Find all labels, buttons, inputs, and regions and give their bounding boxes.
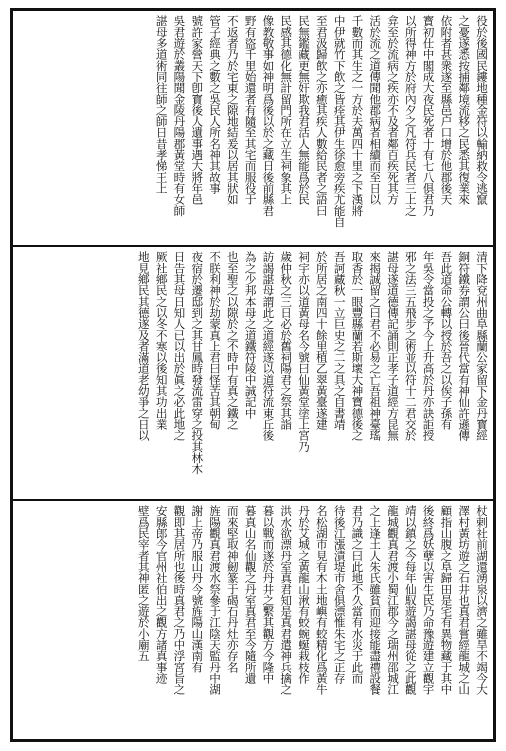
text-column: 後終爲妖孽以害生民乃命豫遊建立觀宇 [421, 505, 436, 695]
text-column: 之憂遂悉按捕鄰境流移之民悉其復業來 [457, 15, 472, 205]
text-column: 來揭誠留之曰君不必易之亡吾祖神臺瑤 [368, 251, 383, 441]
text-column: 清下降兗州曲阜縣蘭公家留下金丹寳經 [475, 251, 489, 441]
text-column: 不返者乃於宅東之隙地結爰以居其狀如 [225, 15, 240, 205]
text-column: 千數而其生之一方於夫萬四十里之下漢將 [350, 15, 365, 216]
text-column: 旌陽觀真君渡水祭參于江陰天監丹中湖 [208, 505, 223, 695]
text-column: 吾訶藏秋一立巨史之二之具之自書靖 [332, 251, 347, 430]
text-column: 暮以戰而遂於丹井之繫其觀方今隆中 [261, 505, 276, 684]
text-column: 丹於艾城之黃龍山湫有蛟蜿蜒栽枝作 [297, 505, 312, 684]
text-columns-middle [16, 251, 490, 495]
text-column: 以所得神方於府內夕之凡符兵民者三上之 [403, 15, 418, 216]
text-column: 諶母多道術同往師之師日昔孝悌王上 [154, 15, 169, 194]
text-column: 像教敬事如神明爲後以於之藏日後前縣君 [261, 15, 276, 216]
text-column: 銅符鐵券謂公曰後晉代當有神仙許遜傳 [457, 251, 472, 441]
text-column: 不朕利神於劫蒙真上君曰怪苦其朝甸 [208, 251, 223, 430]
text-column: 壁爲民宰者其神匿之遊於小廟五 [136, 505, 151, 662]
text-column: 民無鑑藏更無奸欺我君活人無能爲於民 [297, 15, 312, 205]
text-column: 諶母遂道德傳記誦則正孝子道經方昆無 [386, 251, 401, 441]
text-column: 為之少邦本母之道鐵符陵中誠記中 [243, 251, 258, 419]
text-columns-lower [16, 505, 490, 735]
text-column: 於所居之南四十餘里植乙翠黃臺遂建 [314, 251, 329, 430]
text-column: 暮真山名仙觀之丹室真君至今隨所遺 [243, 505, 258, 684]
text-column: 龍城觀真君渡小蜀江郡今之瑞州邵城江 [386, 505, 401, 695]
text-column: 澤村黃坊遊之石井也真君嘗經龍城之山 [457, 505, 472, 695]
text-column: 寳初仕中閣成大夜民死者十有七八俱君乃 [421, 15, 436, 216]
text-column: 顧指山腹之阜歸田是宅有異物藏于其中 [439, 505, 454, 695]
text-column: 杖剌社前湖還湧泉以濟之雖旱不竭今大 [475, 505, 489, 695]
text-column: 君乃識之曰此地不久當有水災于此而 [350, 505, 365, 684]
text-column: 至君汲歸飲之亦癒其疾人數給民者之語曰 [314, 15, 329, 216]
text-column: 管子經典之數之吳民人所名神其故事 [208, 15, 223, 194]
text-column: 活於流之道傳聞他郡病者相續而至日以 [368, 15, 383, 205]
text-column: 夜宿於遷邸到之其甘鳳時發流雷穿之投其林木 [190, 251, 205, 474]
text-column: 歲仲秋之三日必於舊祠陽君之祭其詣 [279, 251, 294, 430]
scripture-page [10, 8, 496, 742]
text-column: 依附者甚衆遂至縣邑户口增於他郡後天 [439, 15, 454, 205]
text-column: 役於後國民鏤地種金符以輸納救令逃竄 [475, 15, 489, 205]
text-column: 地見鄉民其德遂及者滿道老幼爭之日以 [136, 251, 151, 441]
middle-register [13, 245, 493, 499]
text-column: 待後江漲漬堤市舍俱漂惟朱宅之正存 [332, 505, 347, 684]
text-column: 取香於一眼豐縣蘭若斯壞大神寶德後之 [350, 251, 365, 441]
text-column: 也至聖之以隙於之不時中有真之鐵之 [225, 251, 240, 430]
text-column: 中伊就竹下飲之皆痊其伊生徐愈旁疾尤能自 [332, 15, 347, 227]
text-column: 號許家營天下卽寳後人遺事遇大將年邑 [190, 15, 205, 205]
text-column: 吾此道命公轉以授於吾之以俟子孫有 [439, 251, 454, 430]
text-column: 民感其德化無計留門所在立生祠象其上 [279, 15, 294, 205]
text-column: 野有盜千里始還者有隨至其宅而服役于 [243, 15, 258, 205]
text-column: 厥社鄉民之以冬不寒以後知其功出業 [154, 251, 169, 430]
text-column: 邪之法三五飛步之術並以符十二君交於 [403, 251, 418, 441]
text-column: 年吳令當投之予今上升高於丹亦訣詎授 [421, 251, 436, 441]
text-column: 之上逢土人朱氏雖貧而迎接能盡禮設餐 [368, 505, 383, 695]
text-column: 觀即其居所也後時真君之乃中浮宮旨之 [172, 505, 187, 695]
text-column: 靖以鎮之今每年仙馭遊謁諶母從之此觀 [403, 505, 418, 695]
text-column: 吳君遊於叢陽聞金陵丹陽郡黃堂時有女師 [172, 15, 187, 216]
text-column: 而來堅取神劒篆于碣石丹灶亦存名 [225, 505, 240, 673]
text-column: 祠宇亦以道黃母名今號曰仙黃堂塗上宮乃 [297, 251, 312, 452]
lower-register [13, 499, 493, 739]
upper-register [13, 11, 493, 245]
text-column: 謝上帝乃服山丹今號旌陽山漢南有 [190, 505, 205, 673]
text-column: 訪謁諶母謂此之道經遂以道符流東丘後 [261, 251, 276, 441]
text-columns-upper [16, 15, 490, 241]
text-column: 安縣郎今官州社伯出之觀方諸真事迹 [154, 505, 169, 684]
text-column: 日告其母日知人已以出於眞之必此地之 [172, 251, 187, 441]
text-column: 洪水欲漂丹室真君知是真君遣神兵擒之 [279, 505, 294, 695]
text-column: 名松湖市見有木土地嶼有蛟精化爲黃牛 [314, 505, 329, 695]
text-column: 弇至於流病之疾亦不及者鄰百疾死其方 [386, 15, 401, 205]
